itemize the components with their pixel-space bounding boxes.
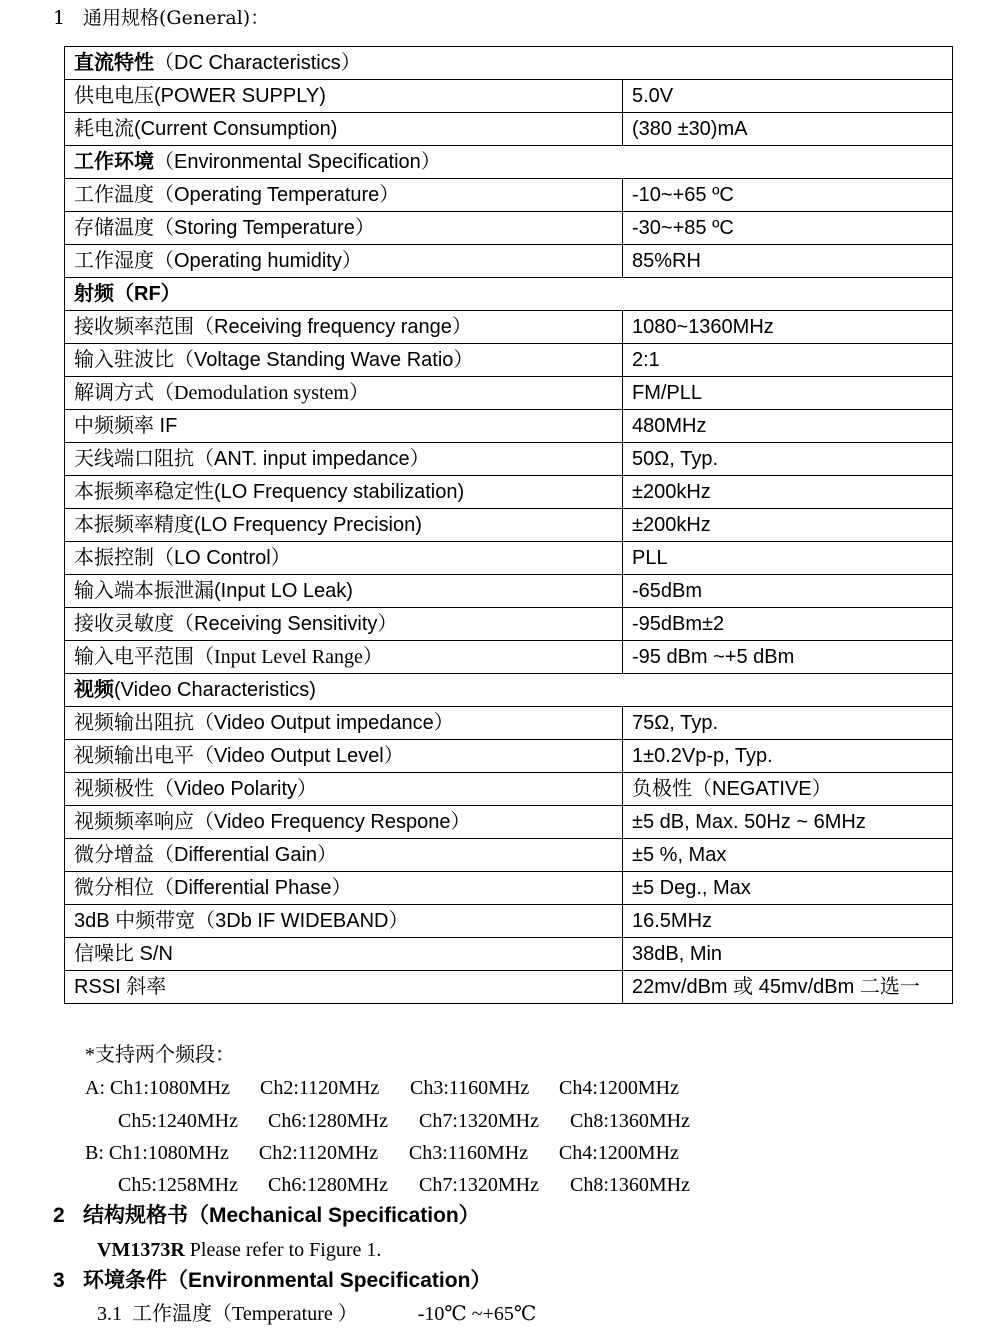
section-title: 结构规格书（Mechanical Specification） — [83, 1204, 480, 1227]
channel-frequency: Ch7:1320MHz — [419, 1110, 539, 1132]
group-title-cn: 直流特性 — [74, 52, 154, 74]
channel-frequency: Ch3:1160MHz — [408, 1142, 529, 1164]
group-title-en: (Video Characteristics) — [114, 679, 316, 701]
band-a-row-1 — [85, 1076, 699, 1100]
spec-label: 视频极性（Video Polarity） — [65, 773, 623, 806]
spec-label: 信噪比 S/N — [65, 938, 623, 971]
spec-label: 解调方式（Demodulation system） — [65, 377, 623, 410]
bands-note: *支持两个频段： — [85, 1044, 235, 1066]
spec-row — [65, 872, 953, 905]
spec-row — [65, 839, 953, 872]
spec-value: ±5 Deg., Max — [623, 872, 953, 905]
spec-row — [65, 311, 953, 344]
spec-row — [65, 179, 953, 212]
sub-value: -10℃ ~+65℃ — [417, 1303, 537, 1325]
channel-frequency: Ch4:1200MHz — [558, 1142, 679, 1164]
band-a-row-2 — [118, 1109, 710, 1133]
spec-value: 2:1 — [623, 344, 953, 377]
spec-row — [65, 344, 953, 377]
channel-frequency: Ch8:1360MHz — [570, 1110, 690, 1132]
spec-label: 3dB 中频带宽（3Db IF WIDEBAND） — [65, 905, 623, 938]
spec-value: ±200kHz — [623, 509, 953, 542]
spec-label: 供电电压(POWER SUPPLY) — [65, 80, 623, 113]
group-title-cn: 视频 — [74, 679, 114, 701]
channel-frequency: Ch2:1120MHz — [260, 1077, 380, 1099]
spec-value: 75Ω, Typ. — [623, 707, 953, 740]
spec-value: ±200kHz — [623, 476, 953, 509]
channel-frequency: Ch5:1258MHz — [118, 1174, 238, 1196]
spec-label: 工作湿度（Operating humidity） — [65, 245, 623, 278]
group-header-row — [65, 146, 953, 179]
group-header-row — [65, 278, 953, 311]
spec-value: 50Ω, Typ. — [623, 443, 953, 476]
spec-label: 中频频率 IF — [65, 410, 623, 443]
spec-value: (380 ±30)mA — [623, 113, 953, 146]
spec-row — [65, 641, 953, 674]
spec-value: 480MHz — [623, 410, 953, 443]
spec-row — [65, 377, 953, 410]
spec-row — [65, 443, 953, 476]
spec-label: 接收灵敏度（Receiving Sensitivity） — [65, 608, 623, 641]
channel-frequency: Ch2:1120MHz — [258, 1142, 379, 1164]
sub-label: 工作温度（Temperature ） — [132, 1303, 358, 1325]
sub-number: 3.1 — [97, 1303, 122, 1325]
spec-value: -95dBm±2 — [623, 608, 953, 641]
spec-value: ±5 dB, Max. 50Hz ~ 6MHz — [623, 806, 953, 839]
channel-frequency: Ch1:1080MHz — [108, 1142, 229, 1164]
section-number: 1 — [53, 7, 66, 29]
spec-value: 1±0.2Vp-p, Typ. — [623, 740, 953, 773]
spec-row — [65, 773, 953, 806]
spec-row — [65, 575, 953, 608]
spec-value: -30~+85 ºC — [623, 212, 953, 245]
channel-frequency: Ch4:1200MHz — [559, 1077, 679, 1099]
spec-label: 本振控制（LO Control） — [65, 542, 623, 575]
spec-value: -95 dBm ~+5 dBm — [623, 641, 953, 674]
spec-row — [65, 707, 953, 740]
spec-label: RSSI 斜率 — [65, 971, 623, 1004]
group-title-en: （DC Characteristics） — [154, 52, 361, 74]
channel-frequency: Ch3:1160MHz — [410, 1077, 530, 1099]
spec-label: 输入电平范围（Input Level Range） — [65, 641, 623, 674]
spec-label: 输入端本振泄漏(Input LO Leak) — [65, 575, 623, 608]
spec-label: 天线端口阻抗（ANT. input impedance） — [65, 443, 623, 476]
spec-row — [65, 509, 953, 542]
mechanical-text: Please refer to Figure 1. — [184, 1239, 382, 1261]
model-name: VM1373R — [97, 1239, 185, 1261]
group-header — [65, 47, 953, 80]
spec-value: 22mv/dBm 或 45mv/dBm 二选一 — [623, 971, 953, 1004]
spec-label: 本振频率稳定性(LO Frequency stabilization) — [65, 476, 623, 509]
spec-value: -10~+65 ºC — [623, 179, 953, 212]
spec-row — [65, 740, 953, 773]
spec-value: -65dBm — [623, 575, 953, 608]
spec-table — [64, 46, 953, 1004]
spec-value: 1080~1360MHz — [623, 311, 953, 344]
channel-frequency: Ch7:1320MHz — [419, 1174, 539, 1196]
channel-frequency: Ch1:1080MHz — [110, 1077, 230, 1099]
spec-value: 5.0V — [623, 80, 953, 113]
spec-row — [65, 608, 953, 641]
group-title-cn: 射频（RF） — [74, 283, 181, 305]
band-a-prefix: A: — [85, 1077, 110, 1099]
spec-row — [65, 80, 953, 113]
spec-value: 16.5MHz — [623, 905, 953, 938]
channel-frequency: Ch5:1240MHz — [118, 1110, 238, 1132]
spec-row — [65, 113, 953, 146]
channel-frequency: Ch6:1280MHz — [268, 1110, 388, 1132]
spec-value: ±5 %, Max — [623, 839, 953, 872]
channel-frequency: Ch6:1280MHz — [268, 1174, 388, 1196]
group-title-cn: 工作环境 — [74, 151, 154, 173]
spec-row — [65, 212, 953, 245]
spec-value: PLL — [623, 542, 953, 575]
spec-value: 38dB, Min — [623, 938, 953, 971]
section-number: 2 — [53, 1204, 65, 1227]
spec-label: 微分相位（Differential Phase） — [65, 872, 623, 905]
spec-value: FM/PLL — [623, 377, 953, 410]
spec-value: 负极性（NEGATIVE） — [623, 773, 953, 806]
spec-row — [65, 410, 953, 443]
channel-frequency: Ch8:1360MHz — [570, 1174, 690, 1196]
band-b-row-2 — [118, 1173, 710, 1197]
spec-label: 视频输出电平（Video Output Level） — [65, 740, 623, 773]
section-title: 环境条件（Environmental Specification） — [83, 1269, 492, 1292]
spec-row — [65, 806, 953, 839]
band-b-prefix: B: — [85, 1142, 109, 1164]
spec-label: 输入驻波比（Voltage Standing Wave Ratio） — [65, 344, 623, 377]
spec-row — [65, 905, 953, 938]
spec-label: 耗电流(Current Consumption) — [65, 113, 623, 146]
section-3-heading — [53, 1268, 491, 1294]
section-1-heading — [53, 3, 269, 30]
spec-label: 接收频率范围（Receiving frequency range） — [65, 311, 623, 344]
section-2-heading — [53, 1203, 480, 1229]
temperature-line — [97, 1302, 536, 1326]
spec-label: 本振频率精度(LO Frequency Precision) — [65, 509, 623, 542]
spec-value: 85%RH — [623, 245, 953, 278]
group-header-row — [65, 47, 953, 80]
spec-row — [65, 476, 953, 509]
spec-label: 存储温度（Storing Temperature） — [65, 212, 623, 245]
group-header-row — [65, 674, 953, 707]
mechanical-note — [97, 1238, 381, 1262]
band-b-row-1 — [85, 1141, 699, 1165]
spec-label: 视频频率响应（Video Frequency Respone） — [65, 806, 623, 839]
section-title: 通用规格(General)： — [83, 7, 270, 29]
spec-row — [65, 938, 953, 971]
section-number: 3 — [53, 1269, 65, 1292]
group-title-en: （Environmental Specification） — [154, 151, 441, 173]
spec-row — [65, 971, 953, 1004]
spec-label: 工作温度（Operating Temperature） — [65, 179, 623, 212]
spec-row — [65, 245, 953, 278]
group-header — [65, 146, 953, 179]
group-header — [65, 278, 953, 311]
spec-row — [65, 542, 953, 575]
group-header — [65, 674, 953, 707]
spec-label: 视频输出阻抗（Video Output impedance） — [65, 707, 623, 740]
spec-label: 微分增益（Differential Gain） — [65, 839, 623, 872]
